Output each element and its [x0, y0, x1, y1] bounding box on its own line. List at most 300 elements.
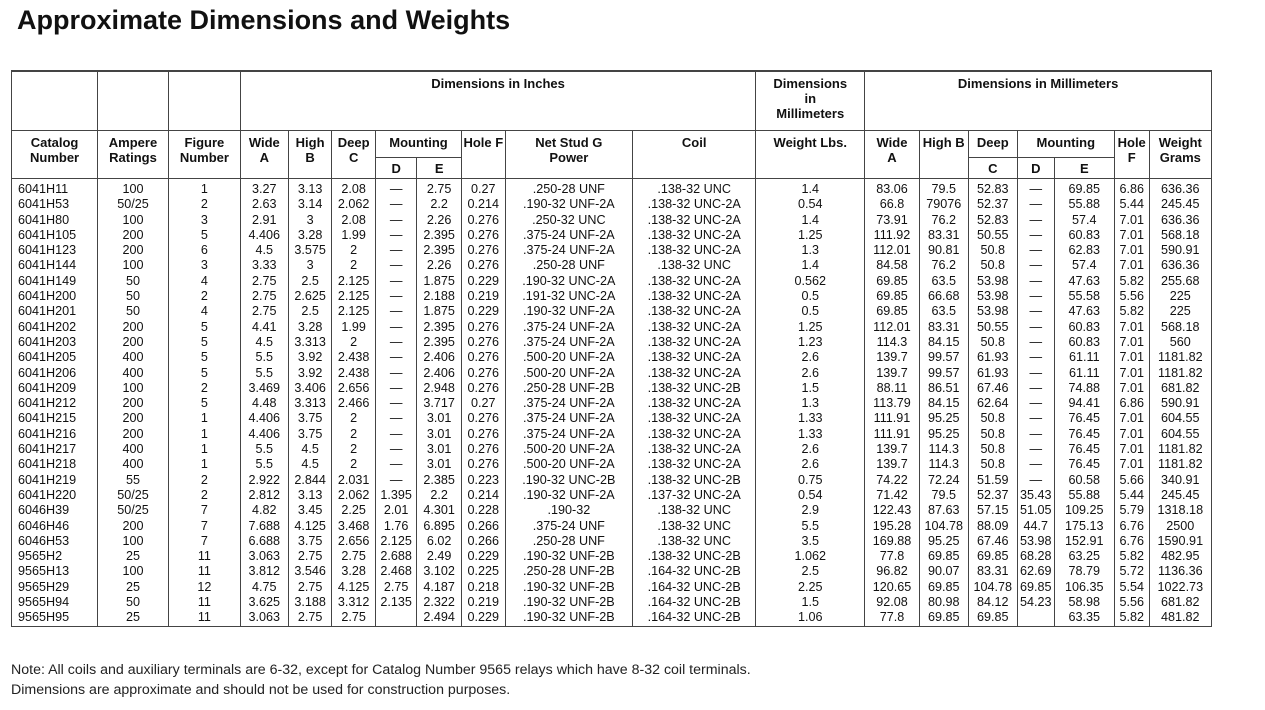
- table-cell: 0.225: [462, 564, 506, 579]
- table-cell: —: [375, 213, 416, 228]
- table-cell: —: [375, 179, 416, 198]
- table-cell: 6041H209: [12, 381, 98, 396]
- table-cell: .137-32 UNC-2A: [633, 488, 756, 503]
- table-cell: 7: [168, 519, 240, 534]
- table-cell: 1181.82: [1149, 442, 1211, 457]
- table-cell: 2.494: [417, 610, 462, 626]
- table-cell: 0.276: [462, 427, 506, 442]
- table-cell: 3.75: [288, 411, 332, 426]
- table-cell: 1.06: [756, 610, 865, 626]
- table-cell: 0.54: [756, 197, 865, 212]
- table-cell: 50: [98, 289, 169, 304]
- table-cell: 1181.82: [1149, 457, 1211, 472]
- table-cell: .375-24 UNF-2A: [505, 320, 633, 335]
- table-cell: 3.102: [417, 564, 462, 579]
- table-cell: 104.78: [919, 519, 968, 534]
- table-cell: 1: [168, 442, 240, 457]
- mm-single-group-header: Dimensions in Millimeters: [756, 71, 865, 131]
- table-cell: 225: [1149, 304, 1211, 319]
- table-cell: 2: [168, 473, 240, 488]
- table-cell: 2.395: [417, 335, 462, 350]
- table-cell: 52.83: [968, 213, 1017, 228]
- table-cell: 6041H144: [12, 258, 98, 273]
- table-cell: 0.5: [756, 304, 865, 319]
- table-cell: 3: [288, 213, 332, 228]
- table-cell: 7.01: [1114, 427, 1149, 442]
- table-cell: 1.4: [756, 258, 865, 273]
- table-cell: 1.76: [375, 519, 416, 534]
- mounting-d-in-header: D: [375, 158, 416, 179]
- table-cell: 2.322: [417, 595, 462, 610]
- table-cell: 4.187: [417, 580, 462, 595]
- table-cell: 7.01: [1114, 411, 1149, 426]
- table-cell: 2.75: [332, 549, 376, 564]
- table-cell: 400: [98, 457, 169, 472]
- table-cell: 112.01: [865, 243, 919, 258]
- table-cell: .375-24 UNF-2A: [505, 335, 633, 350]
- table-cell: 112.01: [865, 320, 919, 335]
- table-cell: 3.75: [288, 534, 332, 549]
- table-cell: 6041H123: [12, 243, 98, 258]
- table-cell: 400: [98, 442, 169, 457]
- table-cell: .190-32 UNF-2B: [505, 610, 633, 626]
- table-cell: 2.75: [417, 179, 462, 198]
- table-cell: 3.28: [288, 228, 332, 243]
- table-cell: 5.56: [1114, 595, 1149, 610]
- table-cell: 2.466: [332, 396, 376, 411]
- table-cell: 482.95: [1149, 549, 1211, 564]
- table-cell: .164-32 UNC-2B: [633, 595, 756, 610]
- table-cell: 2500: [1149, 519, 1211, 534]
- table-cell: 0.276: [462, 320, 506, 335]
- table-cell: 72.24: [919, 473, 968, 488]
- table-cell: 1.4: [756, 213, 865, 228]
- table-cell: 50.55: [968, 228, 1017, 243]
- table-cell: 50.8: [968, 457, 1017, 472]
- table-cell: 3.188: [288, 595, 332, 610]
- table-cell: 1: [168, 179, 240, 198]
- table-cell: 2.25: [756, 580, 865, 595]
- table-cell: 1.25: [756, 228, 865, 243]
- table-cell: 25: [98, 610, 169, 626]
- inches-group-header: Dimensions in Inches: [240, 71, 755, 131]
- table-row: [12, 258, 1212, 273]
- table-cell: 76.45: [1054, 442, 1114, 457]
- table-cell: 0.276: [462, 411, 506, 426]
- table-cell: —: [375, 396, 416, 411]
- table-cell: 2: [332, 258, 376, 273]
- table-cell: 5: [168, 320, 240, 335]
- table-cell: —: [1017, 473, 1054, 488]
- mounting-mm-header: Mounting: [1017, 131, 1114, 158]
- table-cell: 255.68: [1149, 274, 1211, 289]
- table-cell: 0.276: [462, 442, 506, 457]
- table-cell: 63.5: [919, 274, 968, 289]
- table-cell: 66.68: [919, 289, 968, 304]
- table-cell: —: [1017, 411, 1054, 426]
- table-cell: 4.301: [417, 503, 462, 518]
- table-cell: .164-32 UNC-2B: [633, 564, 756, 579]
- table-cell: 88.11: [865, 381, 919, 396]
- table-cell: 2.6: [756, 442, 865, 457]
- table-cell: 3.92: [288, 366, 332, 381]
- table-cell: 80.98: [919, 595, 968, 610]
- table-cell: 6041H217: [12, 442, 98, 457]
- table-cell: 7.01: [1114, 366, 1149, 381]
- table-cell: 4: [168, 274, 240, 289]
- table-cell: —: [1017, 350, 1054, 365]
- table-cell: 5.56: [1114, 289, 1149, 304]
- table-cell: 2.9: [756, 503, 865, 518]
- table-cell: 62.83: [1054, 243, 1114, 258]
- table-cell: 195.28: [865, 519, 919, 534]
- table-cell: 7.01: [1114, 442, 1149, 457]
- table-cell: 100: [98, 213, 169, 228]
- deep-c-mm-header: C: [968, 158, 1017, 179]
- table-cell: —: [1017, 213, 1054, 228]
- table-cell: —: [1017, 197, 1054, 212]
- table-cell: 2.26: [417, 258, 462, 273]
- ampere-ratings-header: Ampere Ratings: [98, 131, 169, 179]
- table-cell: 6.86: [1114, 396, 1149, 411]
- table-cell: 5.66: [1114, 473, 1149, 488]
- table-cell: 1.99: [332, 228, 376, 243]
- table-cell: 200: [98, 320, 169, 335]
- table-cell: 6.688: [240, 534, 288, 549]
- table-cell: 0.276: [462, 213, 506, 228]
- table-cell: .190-32 UNF-2A: [505, 197, 633, 212]
- table-cell: 90.81: [919, 243, 968, 258]
- table-cell: .375-24 UNF-2A: [505, 427, 633, 442]
- table-cell: .250-28 UNF: [505, 179, 633, 198]
- table-cell: 4.5: [288, 457, 332, 472]
- table-cell: 9565H13: [12, 564, 98, 579]
- table-cell: 7.01: [1114, 335, 1149, 350]
- table-cell: 9565H2: [12, 549, 98, 564]
- table-cell: 3.13: [288, 488, 332, 503]
- table-cell: —: [375, 350, 416, 365]
- table-cell: 3.625: [240, 595, 288, 610]
- high-b-mm-header: High B: [919, 131, 968, 179]
- table-cell: 3.01: [417, 442, 462, 457]
- table-cell: —: [375, 258, 416, 273]
- weight-grams-header: Weight Grams: [1149, 131, 1211, 179]
- table-cell: 175.13: [1054, 519, 1114, 534]
- table-cell: 5.72: [1114, 564, 1149, 579]
- table-cell: 2.656: [332, 381, 376, 396]
- table-cell: 245.45: [1149, 197, 1211, 212]
- table-row: [12, 228, 1212, 243]
- table-cell: .375-24 UNF-2A: [505, 228, 633, 243]
- table-cell: .138-32 UNC-2A: [633, 350, 756, 365]
- table-cell: .138-32 UNC-2A: [633, 411, 756, 426]
- table-cell: 5.82: [1114, 274, 1149, 289]
- table-cell: 4.125: [332, 580, 376, 595]
- table-cell: 25: [98, 549, 169, 564]
- table-cell: —: [375, 427, 416, 442]
- table-cell: 55.58: [1054, 289, 1114, 304]
- table-cell: 2.406: [417, 366, 462, 381]
- table-cell: 0.266: [462, 534, 506, 549]
- table-cell: 3.5: [756, 534, 865, 549]
- table-cell: 4: [168, 304, 240, 319]
- table-cell: 83.31: [968, 564, 1017, 579]
- table-row: [12, 289, 1212, 304]
- table-cell: 0.27: [462, 396, 506, 411]
- table-cell: 5.44: [1114, 488, 1149, 503]
- table-cell: 1590.91: [1149, 534, 1211, 549]
- table-cell: 2.91: [240, 213, 288, 228]
- table-cell: 84.15: [919, 396, 968, 411]
- table-cell: 0.229: [462, 304, 506, 319]
- table-row: [12, 519, 1212, 534]
- table-cell: 590.91: [1149, 396, 1211, 411]
- table-cell: 79076: [919, 197, 968, 212]
- table-cell: 0.218: [462, 580, 506, 595]
- table-cell: .250-28 UNF: [505, 258, 633, 273]
- table-cell: 11: [168, 595, 240, 610]
- table-cell: 0.219: [462, 595, 506, 610]
- table-cell: 2.6: [756, 366, 865, 381]
- table-cell: 3.312: [332, 595, 376, 610]
- wide-a-in-header: Wide A: [240, 131, 288, 179]
- table-cell: —: [1017, 366, 1054, 381]
- table-cell: 11: [168, 564, 240, 579]
- table-cell: 111.92: [865, 228, 919, 243]
- table-cell: 3.575: [288, 243, 332, 258]
- table-cell: —: [1017, 442, 1054, 457]
- table-cell: 2.75: [288, 580, 332, 595]
- table-cell: 2.26: [417, 213, 462, 228]
- table-cell: 74.22: [865, 473, 919, 488]
- table-cell: 7.01: [1114, 213, 1149, 228]
- table-cell: 1181.82: [1149, 350, 1211, 365]
- table-cell: .190-32 UNC-2A: [505, 274, 633, 289]
- table-cell: 2.75: [332, 610, 376, 626]
- table-cell: 11: [168, 610, 240, 626]
- table-cell: .164-32 UNC-2B: [633, 580, 756, 595]
- table-cell: 0.54: [756, 488, 865, 503]
- table-cell: 25: [98, 580, 169, 595]
- table-row: [12, 350, 1212, 365]
- table-cell: 100: [98, 381, 169, 396]
- table-cell: 2.125: [332, 289, 376, 304]
- table-cell: 3.063: [240, 549, 288, 564]
- table-cell: 0.276: [462, 457, 506, 472]
- table-cell: 6041H218: [12, 457, 98, 472]
- table-cell: 83.31: [919, 320, 968, 335]
- table-cell: 99.57: [919, 350, 968, 365]
- table-cell: 3.313: [288, 396, 332, 411]
- table-cell: 7: [168, 534, 240, 549]
- table-cell: 5.5: [240, 350, 288, 365]
- table-cell: 481.82: [1149, 610, 1211, 626]
- table-cell: 95.25: [919, 411, 968, 426]
- table-cell: —: [375, 335, 416, 350]
- table-cell: 681.82: [1149, 381, 1211, 396]
- table-cell: .500-20 UNF-2A: [505, 366, 633, 381]
- table-cell: 61.93: [968, 366, 1017, 381]
- table-cell: .138-32 UNC-2A: [633, 427, 756, 442]
- table-cell: 2.438: [332, 350, 376, 365]
- table-cell: 50: [98, 304, 169, 319]
- table-row: [12, 427, 1212, 442]
- table-cell: 50.8: [968, 258, 1017, 273]
- table-cell: 0.5: [756, 289, 865, 304]
- table-cell: 681.82: [1149, 595, 1211, 610]
- table-cell: 95.25: [919, 427, 968, 442]
- table-cell: 2.656: [332, 534, 376, 549]
- table-row: [12, 457, 1212, 472]
- mm-group-header: Dimensions in Millimeters: [865, 71, 1212, 131]
- table-cell: 2.688: [375, 549, 416, 564]
- table-cell: 2.385: [417, 473, 462, 488]
- table-cell: —: [1017, 243, 1054, 258]
- table-cell: 57.15: [968, 503, 1017, 518]
- table-cell: 2.395: [417, 320, 462, 335]
- table-cell: 0.219: [462, 289, 506, 304]
- table-cell: 67.46: [968, 534, 1017, 549]
- table-cell: —: [1017, 274, 1054, 289]
- table-cell: 3.01: [417, 411, 462, 426]
- table-cell: 5.5: [756, 519, 865, 534]
- table-cell: 3: [288, 258, 332, 273]
- table-cell: 3.469: [240, 381, 288, 396]
- table-cell: .138-32 UNC-2A: [633, 335, 756, 350]
- table-cell: .138-32 UNC-2A: [633, 213, 756, 228]
- table-cell: 50.8: [968, 442, 1017, 457]
- table-cell: 6046H46: [12, 519, 98, 534]
- table-cell: 2.812: [240, 488, 288, 503]
- table-cell: .138-32 UNC: [633, 519, 756, 534]
- table-cell: 50/25: [98, 503, 169, 518]
- table-cell: 2.395: [417, 243, 462, 258]
- table-cell: —: [1017, 335, 1054, 350]
- table-cell: .138-32 UNC-2A: [633, 366, 756, 381]
- table-cell: 87.63: [919, 503, 968, 518]
- table-cell: .190-32 UNC-2B: [505, 473, 633, 488]
- table-cell: 12: [168, 580, 240, 595]
- table-cell: 5.5: [240, 457, 288, 472]
- table-cell: —: [375, 442, 416, 457]
- table-cell: 3.28: [288, 320, 332, 335]
- table-cell: 636.36: [1149, 258, 1211, 273]
- table-cell: 2.08: [332, 213, 376, 228]
- table-cell: 76.45: [1054, 411, 1114, 426]
- table-cell: 11: [168, 549, 240, 564]
- table-cell: 3.812: [240, 564, 288, 579]
- table-cell: 84.58: [865, 258, 919, 273]
- table-cell: 2: [332, 457, 376, 472]
- table-cell: 63.5: [919, 304, 968, 319]
- table-cell: 1318.18: [1149, 503, 1211, 518]
- deep-c-in-header: Deep C: [332, 131, 376, 179]
- table-row: [12, 549, 1212, 564]
- table-cell: 340.91: [1149, 473, 1211, 488]
- table-cell: 0.223: [462, 473, 506, 488]
- table-cell: 200: [98, 243, 169, 258]
- table-cell: 68.28: [1017, 549, 1054, 564]
- table-cell: 113.79: [865, 396, 919, 411]
- table-row: [12, 213, 1212, 228]
- table-row: [12, 564, 1212, 579]
- table-cell: .375-24 UNF-2A: [505, 243, 633, 258]
- table-cell: 1: [168, 457, 240, 472]
- table-cell: 53.98: [968, 289, 1017, 304]
- table-row: [12, 595, 1212, 610]
- table-cell: 50/25: [98, 488, 169, 503]
- table-cell: 4.82: [240, 503, 288, 518]
- table-cell: 69.85: [968, 610, 1017, 626]
- table-cell: .190-32 UNF-2A: [505, 304, 633, 319]
- table-row: [12, 197, 1212, 212]
- table-cell: 0.276: [462, 350, 506, 365]
- table-cell: 9565H29: [12, 580, 98, 595]
- table-cell: 52.37: [968, 488, 1017, 503]
- table-cell: 55.88: [1054, 488, 1114, 503]
- table-cell: 69.85: [919, 580, 968, 595]
- table-cell: 53.98: [1017, 534, 1054, 549]
- table-row: [12, 473, 1212, 488]
- table-cell: 6041H201: [12, 304, 98, 319]
- table-cell: 2: [332, 442, 376, 457]
- table-cell: 44.7: [1017, 519, 1054, 534]
- table-cell: 3.27: [240, 179, 288, 198]
- table-cell: 1.395: [375, 488, 416, 503]
- table-cell: 3.13: [288, 179, 332, 198]
- table-cell: 84.15: [919, 335, 968, 350]
- table-cell: 2.63: [240, 197, 288, 212]
- table-cell: 0.276: [462, 258, 506, 273]
- table-cell: 51.59: [968, 473, 1017, 488]
- table-row: [12, 335, 1212, 350]
- table-cell: 1.99: [332, 320, 376, 335]
- table-cell: 0.276: [462, 381, 506, 396]
- table-cell: 69.85: [919, 549, 968, 564]
- table-cell: 120.65: [865, 580, 919, 595]
- table-cell: 111.91: [865, 411, 919, 426]
- table-cell: 3.14: [288, 197, 332, 212]
- table-cell: —: [375, 473, 416, 488]
- table-cell: .190-32 UNF-2B: [505, 595, 633, 610]
- table-row: [12, 610, 1212, 626]
- table-cell: 114.3: [919, 442, 968, 457]
- table-cell: 57.4: [1054, 258, 1114, 273]
- table-cell: 2: [168, 488, 240, 503]
- table-row: [12, 580, 1212, 595]
- table-cell: 2.125: [332, 304, 376, 319]
- table-cell: 111.91: [865, 427, 919, 442]
- table-row: [12, 381, 1212, 396]
- table-cell: —: [1017, 228, 1054, 243]
- table-cell: 7.688: [240, 519, 288, 534]
- table-cell: 0.276: [462, 335, 506, 350]
- table-row: [12, 488, 1212, 503]
- table-cell: 3.75: [288, 427, 332, 442]
- table-cell: 4.406: [240, 228, 288, 243]
- blank-header: [168, 71, 240, 131]
- table-cell: 69.85: [1054, 179, 1114, 198]
- table-cell: .375-24 UNF: [505, 519, 633, 534]
- table-cell: 1.062: [756, 549, 865, 564]
- table-cell: 400: [98, 350, 169, 365]
- table-cell: 3.063: [240, 610, 288, 626]
- table-cell: 53.98: [968, 274, 1017, 289]
- table-cell: 2.135: [375, 595, 416, 610]
- table-cell: 2.125: [332, 274, 376, 289]
- table-cell: .138-32 UNC-2B: [633, 473, 756, 488]
- table-cell: 6041H202: [12, 320, 98, 335]
